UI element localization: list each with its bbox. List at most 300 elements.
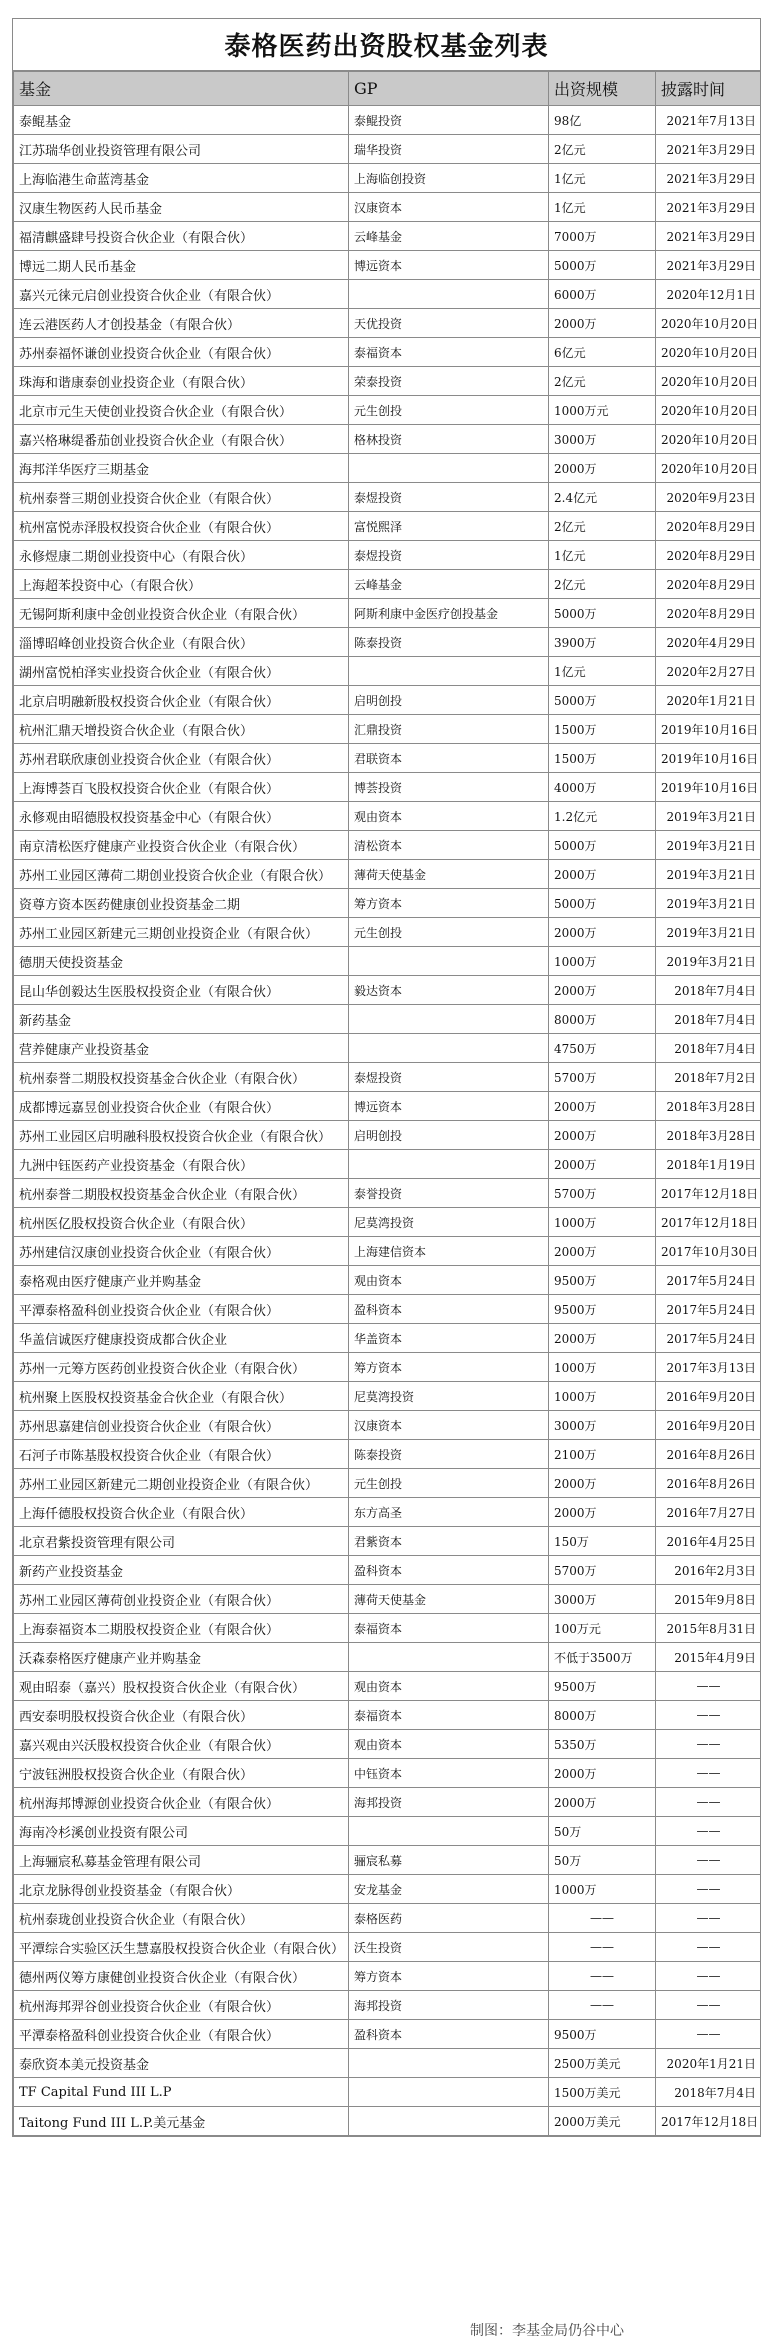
cell-gp: 泰誉投资 [349, 1179, 549, 1208]
cell-date: 2018年7月4日 [656, 1034, 761, 1063]
cell-date: 2018年7月4日 [656, 1005, 761, 1034]
cell-size: 2000万 [549, 1788, 656, 1817]
cell-size: 1亿元 [549, 164, 656, 193]
cell-date: 2021年3月29日 [656, 193, 761, 222]
cell-gp: 荣泰投资 [349, 367, 549, 396]
cell-gp: 海邦投资 [349, 1991, 549, 2020]
table-row [14, 1353, 761, 1382]
table-row [14, 2020, 761, 2049]
table-row [14, 1585, 761, 1614]
cell-fund: 海邦洋华医疗三期基金 [14, 454, 349, 483]
cell-gp [349, 2107, 549, 2136]
cell-gp [349, 454, 549, 483]
cell-date: 2020年8月29日 [656, 541, 761, 570]
cell-gp: 观由资本 [349, 802, 549, 831]
column-header-date: 披露时间 [656, 72, 761, 106]
table-row [14, 135, 761, 164]
cell-fund: 海南冷杉溪创业投资有限公司 [14, 1817, 349, 1846]
cell-date: —— [656, 1962, 761, 1991]
cell-size: 2000万 [549, 1498, 656, 1527]
cell-gp: 盈科资本 [349, 1295, 549, 1324]
table-row [14, 251, 761, 280]
table-row [14, 1933, 761, 1962]
cell-size: 9500万 [549, 1295, 656, 1324]
cell-date: 2020年10月20日 [656, 338, 761, 367]
table-row [14, 1005, 761, 1034]
cell-fund: 新药基金 [14, 1005, 349, 1034]
table-row [14, 657, 761, 686]
cell-fund: 华盖信诚医疗健康投资成都合伙企业 [14, 1324, 349, 1353]
cell-date: 2020年4月29日 [656, 628, 761, 657]
cell-gp: 启明创投 [349, 1121, 549, 1150]
cell-date: —— [656, 1904, 761, 1933]
cell-fund: 成都博远嘉昱创业投资合伙企业（有限合伙） [14, 1092, 349, 1121]
cell-gp [349, 1150, 549, 1179]
cell-size: 2000万 [549, 1469, 656, 1498]
cell-date: 2015年9月8日 [656, 1585, 761, 1614]
cell-size: —— [549, 1962, 656, 1991]
cell-fund: 永修观由昭德股权投资基金中心（有限合伙） [14, 802, 349, 831]
table-row [14, 222, 761, 251]
table-row [14, 570, 761, 599]
cell-gp [349, 1034, 549, 1063]
cell-size: 50万 [549, 1817, 656, 1846]
cell-size: 4000万 [549, 773, 656, 802]
cell-size: 9500万 [549, 1266, 656, 1295]
cell-fund: 营养健康产业投资基金 [14, 1034, 349, 1063]
table-row [14, 1991, 761, 2020]
cell-size: —— [549, 1933, 656, 1962]
cell-date: 2019年10月16日 [656, 715, 761, 744]
table-header-row [14, 72, 761, 106]
cell-gp: 海邦投资 [349, 1788, 549, 1817]
cell-gp [349, 2049, 549, 2078]
cell-fund: 上海泰福资本二期股权投资企业（有限合伙） [14, 1614, 349, 1643]
cell-gp: 元生创投 [349, 396, 549, 425]
cell-gp: 筹方资本 [349, 889, 549, 918]
table-row [14, 1614, 761, 1643]
cell-fund: 嘉兴元徕元启创业投资合伙企业（有限合伙） [14, 280, 349, 309]
cell-date: 2019年3月21日 [656, 918, 761, 947]
table-body [14, 106, 761, 2136]
table-row [14, 2049, 761, 2078]
cell-fund: 平潭综合实验区沃生慧嘉股权投资合伙企业（有限合伙） [14, 1933, 349, 1962]
cell-size: 3000万 [549, 1411, 656, 1440]
cell-size: 2000万 [549, 918, 656, 947]
cell-fund: 西安泰明股权投资合伙企业（有限合伙） [14, 1701, 349, 1730]
cell-fund: 德州两仪筹方康健创业投资合伙企业（有限合伙） [14, 1962, 349, 1991]
table-row [14, 367, 761, 396]
cell-date: 2016年9月20日 [656, 1411, 761, 1440]
fund-table-card [12, 18, 761, 2137]
cell-size: 3000万 [549, 1585, 656, 1614]
cell-fund: 资尊方资本医药健康创业投资基金二期 [14, 889, 349, 918]
cell-size: 6000万 [549, 280, 656, 309]
cell-date: —— [656, 2020, 761, 2049]
cell-gp: 薄荷天使基金 [349, 1585, 549, 1614]
cell-gp: 云峰基金 [349, 570, 549, 599]
cell-size: 5000万 [549, 889, 656, 918]
cell-size: 2000万 [549, 1092, 656, 1121]
cell-gp: 汇鼎投资 [349, 715, 549, 744]
cell-fund: 上海骊宸私募基金管理有限公司 [14, 1846, 349, 1875]
cell-gp: 上海临创投资 [349, 164, 549, 193]
cell-date: —— [656, 1875, 761, 1904]
table-row [14, 425, 761, 454]
cell-date: 2020年8月29日 [656, 512, 761, 541]
cell-size: 1500万 [549, 744, 656, 773]
cell-fund: 北京启明融新股权投资合伙企业（有限合伙） [14, 686, 349, 715]
cell-fund: 杭州海邦博源创业投资合伙企业（有限合伙） [14, 1788, 349, 1817]
cell-gp [349, 657, 549, 686]
cell-size: 2亿元 [549, 512, 656, 541]
table-row [14, 1846, 761, 1875]
cell-date: 2020年2月27日 [656, 657, 761, 686]
cell-size: 2000万 [549, 976, 656, 1005]
cell-size: 2000万美元 [549, 2107, 656, 2136]
cell-size: 1亿元 [549, 541, 656, 570]
table-row [14, 454, 761, 483]
cell-date: 2018年7月2日 [656, 1063, 761, 1092]
cell-fund: 苏州工业园区启明融科股权投资合伙企业（有限合伙） [14, 1121, 349, 1150]
cell-size: 2500万美元 [549, 2049, 656, 2078]
table-row [14, 1092, 761, 1121]
cell-fund: 永修煜康二期创业投资中心（有限合伙） [14, 541, 349, 570]
table-row [14, 1150, 761, 1179]
cell-fund: 苏州君联欣康创业投资合伙企业（有限合伙） [14, 744, 349, 773]
table-row [14, 1730, 761, 1759]
cell-fund: 杭州聚上医股权投资基金合伙企业（有限合伙） [14, 1382, 349, 1411]
cell-size: 8000万 [549, 1701, 656, 1730]
cell-gp: 中钰资本 [349, 1759, 549, 1788]
cell-date: 2017年5月24日 [656, 1295, 761, 1324]
cell-size: 3900万 [549, 628, 656, 657]
table-row [14, 1382, 761, 1411]
cell-fund: 南京清松医疗健康产业投资合伙企业（有限合伙） [14, 831, 349, 860]
cell-fund: 泰欣资本美元投资基金 [14, 2049, 349, 2078]
cell-fund: Taitong Fund III L.P.美元基金 [14, 2107, 349, 2136]
cell-size: 5350万 [549, 1730, 656, 1759]
cell-size: 1亿元 [549, 657, 656, 686]
cell-size: 1000万 [549, 1353, 656, 1382]
cell-size: 5700万 [549, 1556, 656, 1585]
cell-date: 2016年9月20日 [656, 1382, 761, 1411]
cell-date: 2018年1月19日 [656, 1150, 761, 1179]
cell-fund: 泰鲲基金 [14, 106, 349, 135]
table-row [14, 831, 761, 860]
cell-gp [349, 1643, 549, 1672]
cell-fund: 上海临港生命蓝湾基金 [14, 164, 349, 193]
table-row [14, 1121, 761, 1150]
cell-fund: 苏州思嘉建信创业投资合伙企业（有限合伙） [14, 1411, 349, 1440]
cell-size: 1000万 [549, 1208, 656, 1237]
cell-gp: 泰格医药 [349, 1904, 549, 1933]
cell-date: —— [656, 1788, 761, 1817]
table-row [14, 1266, 761, 1295]
cell-fund: 苏州工业园区薄荷创业投资企业（有限合伙） [14, 1585, 349, 1614]
cell-size: 2100万 [549, 1440, 656, 1469]
table-row [14, 947, 761, 976]
cell-date: 2019年3月21日 [656, 889, 761, 918]
cell-size: 2000万 [549, 1150, 656, 1179]
cell-size: 4750万 [549, 1034, 656, 1063]
cell-date: 2018年7月4日 [656, 2078, 761, 2107]
cell-fund: 杭州医亿股权投资合伙企业（有限合伙） [14, 1208, 349, 1237]
cell-date: 2017年12月18日 [656, 1208, 761, 1237]
table-row [14, 860, 761, 889]
table-row [14, 773, 761, 802]
cell-gp: 博远资本 [349, 1092, 549, 1121]
cell-fund: 北京市元生天使创业投资合伙企业（有限合伙） [14, 396, 349, 425]
table-row [14, 1527, 761, 1556]
cell-fund: 北京龙脉得创业投资基金（有限合伙） [14, 1875, 349, 1904]
cell-gp [349, 1817, 549, 1846]
table-row [14, 1469, 761, 1498]
cell-gp: 启明创投 [349, 686, 549, 715]
cell-size: 2000万 [549, 1324, 656, 1353]
cell-fund: 平潭泰格盈科创业投资合伙企业（有限合伙） [14, 2020, 349, 2049]
cell-fund: 淄博昭峰创业投资合伙企业（有限合伙） [14, 628, 349, 657]
cell-size: 不低于3500万 [549, 1643, 656, 1672]
cell-size: —— [549, 1991, 656, 2020]
cell-size: 8000万 [549, 1005, 656, 1034]
cell-gp [349, 280, 549, 309]
cell-gp: 泰福资本 [349, 1614, 549, 1643]
table-row [14, 541, 761, 570]
cell-gp: 观由资本 [349, 1730, 549, 1759]
table-row [14, 164, 761, 193]
cell-fund: 上海超苯投资中心（有限合伙） [14, 570, 349, 599]
table-row [14, 628, 761, 657]
table-row [14, 2078, 761, 2107]
cell-size: 6亿元 [549, 338, 656, 367]
cell-size: 2000万 [549, 1759, 656, 1788]
cell-size: 7000万 [549, 222, 656, 251]
cell-date: 2017年5月24日 [656, 1324, 761, 1353]
cell-size: 2000万 [549, 454, 656, 483]
cell-gp: 沃生投资 [349, 1933, 549, 1962]
cell-date: 2021年3月29日 [656, 135, 761, 164]
cell-gp: 泰煜投资 [349, 483, 549, 512]
table-row [14, 1556, 761, 1585]
cell-gp: 天优投资 [349, 309, 549, 338]
cell-gp: 君紫资本 [349, 1527, 549, 1556]
cell-fund: 北京君紫投资管理有限公司 [14, 1527, 349, 1556]
cell-date: 2020年9月23日 [656, 483, 761, 512]
cell-gp: 汉康资本 [349, 1411, 549, 1440]
cell-size: 50万 [549, 1846, 656, 1875]
cell-size: 1.2亿元 [549, 802, 656, 831]
cell-gp: 盈科资本 [349, 1556, 549, 1585]
cell-date: 2015年4月9日 [656, 1643, 761, 1672]
cell-date: 2017年12月18日 [656, 1179, 761, 1208]
column-header-gp: GP [349, 72, 549, 106]
cell-date: 2020年8月29日 [656, 599, 761, 628]
cell-date: 2021年7月13日 [656, 106, 761, 135]
cell-date: —— [656, 1991, 761, 2020]
cell-gp: 薄荷天使基金 [349, 860, 549, 889]
table-row [14, 106, 761, 135]
cell-fund: 连云港医药人才创投基金（有限合伙） [14, 309, 349, 338]
table-row [14, 2107, 761, 2136]
cell-gp: 君联资本 [349, 744, 549, 773]
table-row [14, 1411, 761, 1440]
cell-size: 2000万 [549, 1121, 656, 1150]
cell-gp: 格林投资 [349, 425, 549, 454]
table-row [14, 889, 761, 918]
footer-caption: 制图：李基金局仍谷中心 [470, 2323, 624, 2339]
cell-fund: 杭州泰珑创业投资合伙企业（有限合伙） [14, 1904, 349, 1933]
cell-gp: 骊宸私募 [349, 1846, 549, 1875]
cell-size: 1000万 [549, 1875, 656, 1904]
table-row [14, 338, 761, 367]
cell-size: 98亿 [549, 106, 656, 135]
cell-gp: 尼莫湾投资 [349, 1208, 549, 1237]
table-row [14, 1759, 761, 1788]
cell-gp: 毅达资本 [349, 976, 549, 1005]
cell-size: 1000万 [549, 947, 656, 976]
cell-date: 2020年10月20日 [656, 309, 761, 338]
cell-gp: 陈泰投资 [349, 628, 549, 657]
cell-date: 2019年3月21日 [656, 802, 761, 831]
cell-date: 2015年8月31日 [656, 1614, 761, 1643]
table-row [14, 309, 761, 338]
cell-size: 2.4亿元 [549, 483, 656, 512]
cell-gp: 尼莫湾投资 [349, 1382, 549, 1411]
cell-gp: 东方高圣 [349, 1498, 549, 1527]
cell-fund: 苏州泰福怀谦创业投资合伙企业（有限合伙） [14, 338, 349, 367]
cell-gp: 华盖资本 [349, 1324, 549, 1353]
cell-gp: 泰福资本 [349, 1701, 549, 1730]
cell-fund: 湖州富悦柏泽实业投资合伙企业（有限合伙） [14, 657, 349, 686]
cell-size: 1000万 [549, 1382, 656, 1411]
cell-fund: 苏州建信汉康创业投资合伙企业（有限合伙） [14, 1237, 349, 1266]
cell-gp [349, 947, 549, 976]
cell-gp: 清松资本 [349, 831, 549, 860]
table-row [14, 1904, 761, 1933]
cell-size: 1500万美元 [549, 2078, 656, 2107]
cell-date: 2017年5月24日 [656, 1266, 761, 1295]
cell-date: 2016年4月25日 [656, 1527, 761, 1556]
cell-date: 2016年8月26日 [656, 1469, 761, 1498]
cell-gp [349, 1005, 549, 1034]
cell-date: 2019年10月16日 [656, 773, 761, 802]
table-row [14, 686, 761, 715]
cell-fund: 苏州工业园区新建元二期创业投资企业（有限合伙） [14, 1469, 349, 1498]
cell-fund: 九洲中钰医药产业投资基金（有限合伙） [14, 1150, 349, 1179]
cell-fund: 德朋天使投资基金 [14, 947, 349, 976]
table-row [14, 1440, 761, 1469]
table-row [14, 1817, 761, 1846]
cell-date: 2017年12月18日 [656, 2107, 761, 2136]
table-row [14, 918, 761, 947]
cell-fund: 泰格观由医疗健康产业并购基金 [14, 1266, 349, 1295]
cell-fund: 上海博荟百飞股权投资合伙企业（有限合伙） [14, 773, 349, 802]
cell-fund: 福清麒盛肆号投资合伙企业（有限合伙） [14, 222, 349, 251]
cell-date: —— [656, 1846, 761, 1875]
cell-date: 2018年3月28日 [656, 1092, 761, 1121]
table-row [14, 1498, 761, 1527]
cell-fund: 杭州泰誉三期创业投资合伙企业（有限合伙） [14, 483, 349, 512]
page-title: 泰格医药出资股权基金列表 [13, 19, 760, 71]
column-header-fund: 基金 [14, 72, 349, 106]
cell-gp: 筹方资本 [349, 1353, 549, 1382]
cell-gp: 泰鲲投资 [349, 106, 549, 135]
cell-date: —— [656, 1933, 761, 1962]
cell-fund: 上海仟德股权投资合伙企业（有限合伙） [14, 1498, 349, 1527]
cell-size: 100万元 [549, 1614, 656, 1643]
cell-size: 2亿元 [549, 367, 656, 396]
cell-date: 2020年12月1日 [656, 280, 761, 309]
cell-date: 2020年1月21日 [656, 2049, 761, 2078]
cell-fund: 杭州泰誉二期股权投资基金合伙企业（有限合伙） [14, 1179, 349, 1208]
cell-date: —— [656, 1672, 761, 1701]
cell-date: 2020年10月20日 [656, 425, 761, 454]
cell-fund: 苏州工业园区新建元三期创业投资企业（有限合伙） [14, 918, 349, 947]
table-row [14, 1063, 761, 1092]
cell-gp: 筹方资本 [349, 1962, 549, 1991]
cell-fund: 沃森泰格医疗健康产业并购基金 [14, 1643, 349, 1672]
cell-size: 2亿元 [549, 570, 656, 599]
cell-fund: TF Capital Fund III L.P [14, 2078, 349, 2107]
cell-date: 2016年2月3日 [656, 1556, 761, 1585]
cell-gp: 云峰基金 [349, 222, 549, 251]
cell-gp: 元生创投 [349, 1469, 549, 1498]
cell-gp: 博远资本 [349, 251, 549, 280]
table-row [14, 599, 761, 628]
cell-date: 2020年10月20日 [656, 367, 761, 396]
cell-size: 2000万 [549, 309, 656, 338]
cell-size: 5000万 [549, 599, 656, 628]
cell-fund: 珠海和谐康泰创业投资企业（有限合伙） [14, 367, 349, 396]
table-row [14, 1237, 761, 1266]
cell-gp: 富悦熙泽 [349, 512, 549, 541]
cell-size: 2000万 [549, 1237, 656, 1266]
cell-date: 2016年7月27日 [656, 1498, 761, 1527]
cell-fund: 嘉兴观由兴沃股权投资合伙企业（有限合伙） [14, 1730, 349, 1759]
cell-date: —— [656, 1817, 761, 1846]
cell-size: 5000万 [549, 831, 656, 860]
cell-date: 2020年10月20日 [656, 396, 761, 425]
cell-gp: 上海建信资本 [349, 1237, 549, 1266]
cell-gp: 陈泰投资 [349, 1440, 549, 1469]
cell-size: 5700万 [549, 1063, 656, 1092]
table-row [14, 512, 761, 541]
table-row [14, 1208, 761, 1237]
cell-fund: 杭州汇鼎天增投资合伙企业（有限合伙） [14, 715, 349, 744]
cell-size: 150万 [549, 1527, 656, 1556]
cell-date: 2020年8月29日 [656, 570, 761, 599]
cell-fund: 博远二期人民币基金 [14, 251, 349, 280]
cell-date: 2019年3月21日 [656, 831, 761, 860]
cell-gp: 瑞华投资 [349, 135, 549, 164]
cell-gp: 安龙基金 [349, 1875, 549, 1904]
cell-date: 2021年3月29日 [656, 164, 761, 193]
table-row [14, 1034, 761, 1063]
cell-size: 9500万 [549, 1672, 656, 1701]
cell-fund: 新药产业投资基金 [14, 1556, 349, 1585]
cell-fund: 苏州工业园区薄荷二期创业投资合伙企业（有限合伙） [14, 860, 349, 889]
table-row [14, 715, 761, 744]
cell-size: 5700万 [549, 1179, 656, 1208]
cell-gp: 泰福资本 [349, 338, 549, 367]
cell-gp: 元生创投 [349, 918, 549, 947]
cell-size: 1亿元 [549, 193, 656, 222]
cell-date: 2017年10月30日 [656, 1237, 761, 1266]
cell-fund: 杭州泰誉二期股权投资基金合伙企业（有限合伙） [14, 1063, 349, 1092]
table-row [14, 802, 761, 831]
cell-fund: 石河子市陈基股权投资合伙企业（有限合伙） [14, 1440, 349, 1469]
